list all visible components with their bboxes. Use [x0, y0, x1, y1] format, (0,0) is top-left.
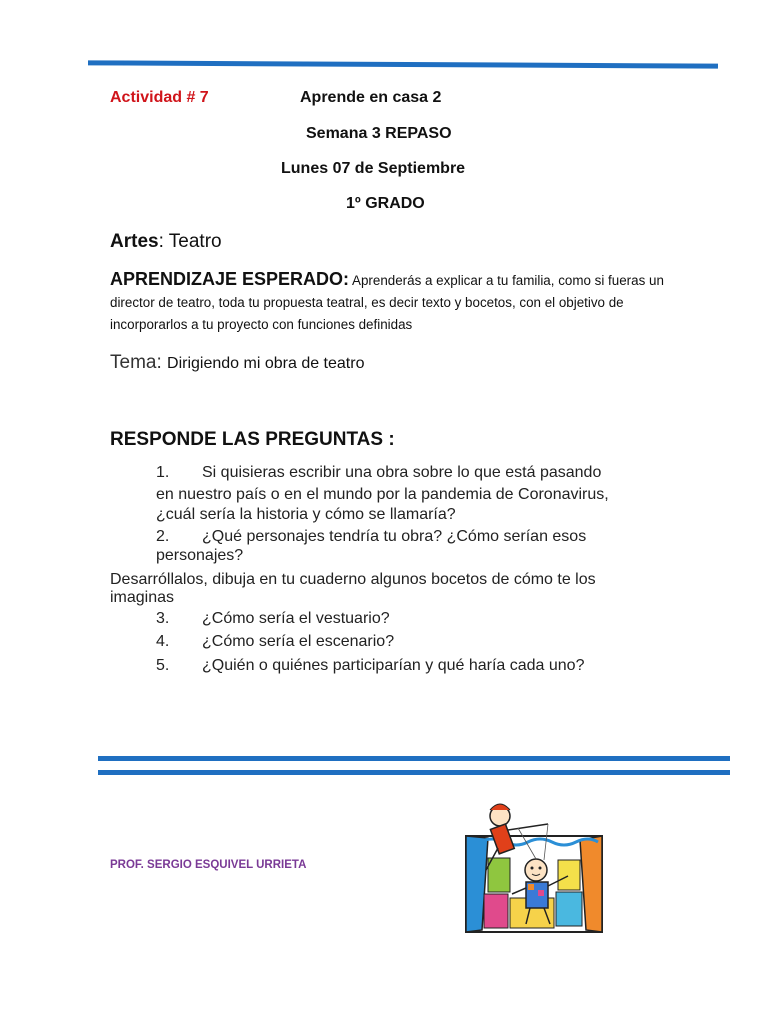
theater-children-illustration-icon	[458, 798, 608, 938]
instruction-line-2: imaginas	[110, 589, 175, 606]
week-title: Semana 3 REPASO	[306, 125, 452, 142]
questions-heading: RESPONDE LAS PREGUNTAS :	[110, 429, 395, 450]
topic-line: Tema: Dirigiendo mi obra de teatro	[110, 352, 365, 373]
topic-label: Tema	[110, 352, 157, 373]
question-5-number: 5.	[156, 657, 170, 674]
learning-label: APRENDIZAJE ESPERADO	[110, 269, 344, 289]
question-4	[156, 632, 394, 652]
activity-number: Actividad # 7	[110, 89, 209, 106]
question-2	[156, 527, 586, 547]
grade-title: 1º GRADO	[346, 195, 425, 212]
top-divider	[88, 60, 718, 68]
question-1-line-1: Si quisieras escribir una obra sobre lo que está pasando	[202, 464, 602, 481]
date-title: Lunes 07 de Septiembre	[281, 160, 466, 177]
question-4-text: ¿Cómo sería el escenario?	[202, 633, 395, 650]
bottom-divider-2	[98, 770, 730, 775]
question-1-line-2: en nuestro país o en el mundo por la pandemia de Coronavirus,	[156, 486, 609, 503]
question-3-number: 3.	[156, 610, 170, 627]
question-3	[156, 609, 390, 629]
subject-line: Artes: Teatro	[110, 231, 222, 252]
question-3-text: ¿Cómo sería el vestuario?	[202, 610, 390, 627]
topic-value: Dirigiendo mi obra de teatro	[167, 355, 365, 372]
question-1-line-3: ¿cuál sería la historia y cómo se llamaría?	[156, 506, 456, 523]
question-2-line-2: personajes?	[156, 547, 244, 564]
question-1-number: 1.	[156, 464, 170, 481]
learning-text: Aprenderás a explicar a tu familia, como si fueras un director de teatro, toda tu propuesta teatral, es decir texto y bocetos, con el objetivo de incorporarlos a tu proyecto con funciones definidas	[110, 273, 664, 332]
teacher-name: PROF. SERGIO ESQUIVEL URRIETA	[110, 859, 307, 871]
question-2-number: 2.	[156, 528, 170, 545]
subject-value: Teatro	[168, 231, 222, 252]
learning-objective: APRENDIZAJE ESPERADO: Aprenderás a explicar a tu familia, como si fueras un director de teatro, toda tu propuesta teatral, es decir texto y bocetos, con el objetivo de incorporarlos a tu proyecto con funciones definidas	[110, 269, 664, 332]
question-5	[156, 656, 584, 676]
question-5-text: ¿Quién o quiénes participarían y qué haría cada uno?	[202, 657, 585, 674]
question-1	[156, 463, 601, 483]
bottom-divider-1	[98, 756, 730, 761]
question-4-number: 4.	[156, 633, 170, 650]
instruction-line-1: Desarróllalos, dibuja en tu cuaderno algunos bocetos de cómo te los	[110, 571, 596, 588]
subject-label: Artes	[110, 231, 159, 252]
program-title: Aprende en casa 2	[300, 89, 442, 106]
question-2-line-1: ¿Qué personajes tendría tu obra? ¿Cómo serían esos	[202, 528, 587, 545]
